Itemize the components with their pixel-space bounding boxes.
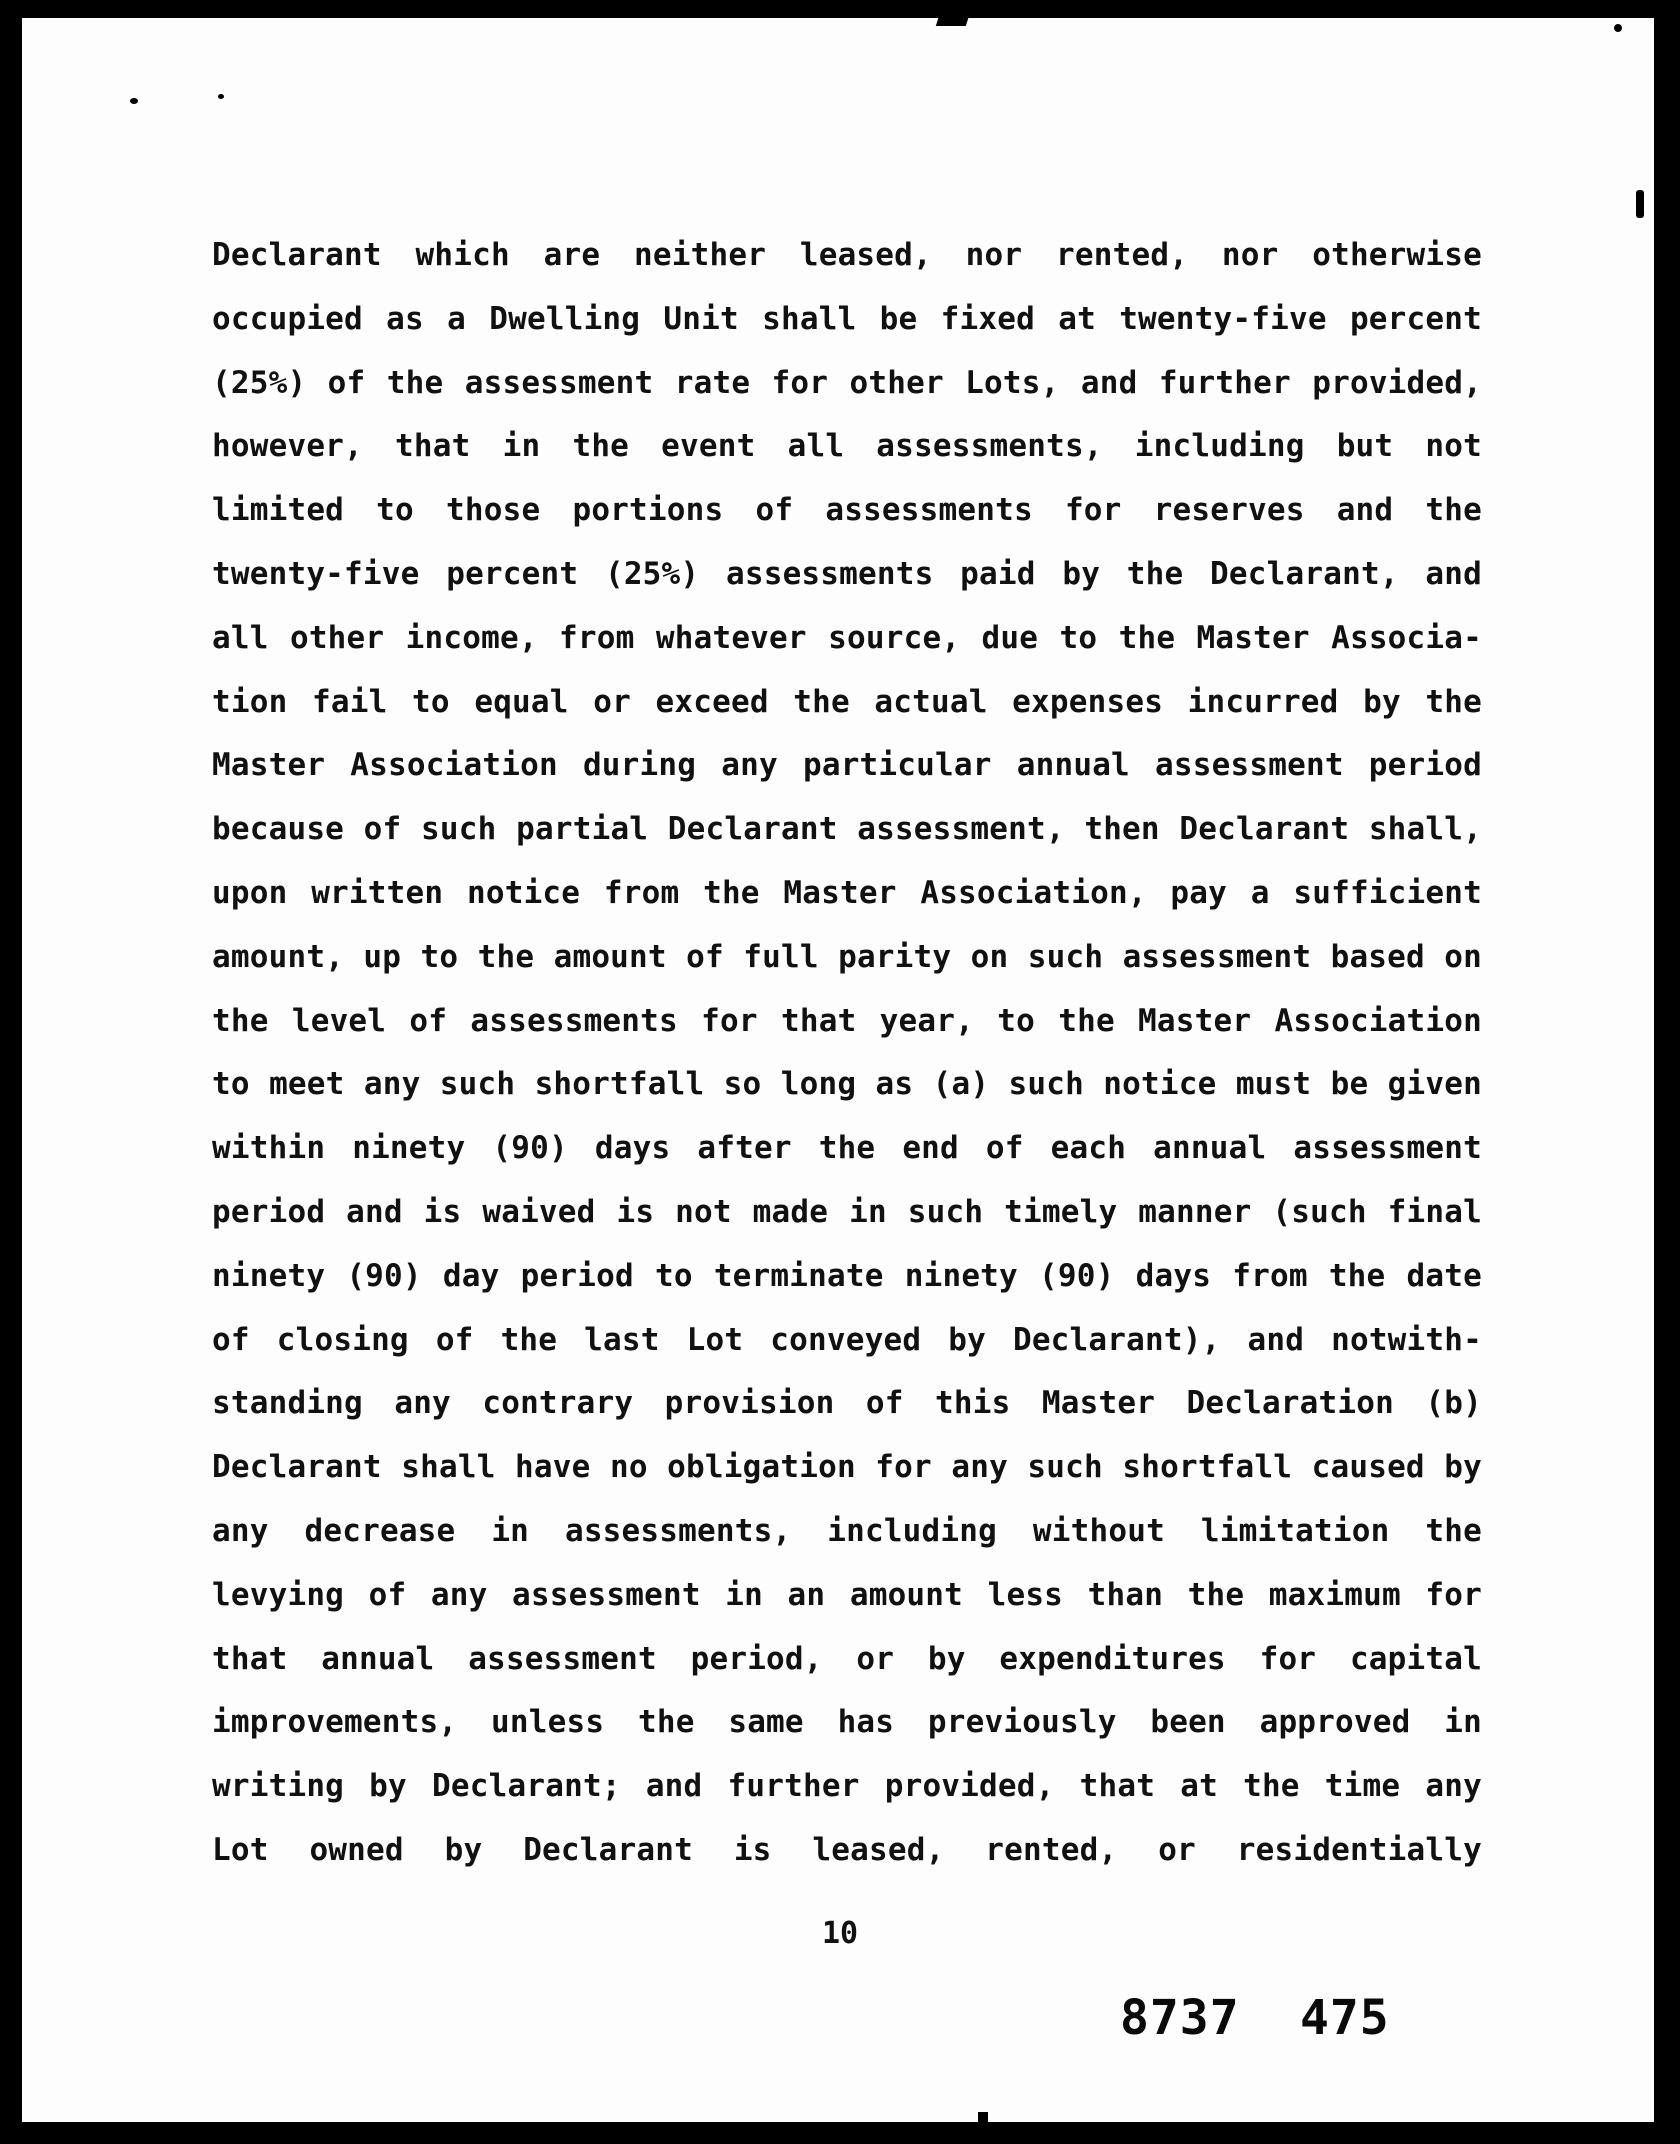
text-line: tion fail to equal or exceed the actual expenses incurred by the — [212, 683, 1482, 720]
text-line: improvements, unless the same has previously been approved in — [212, 1704, 1482, 1741]
recording-page-number: 475 — [1300, 1990, 1390, 2046]
text-line: because of such partial Declarant assessment, then Declarant shall, — [212, 811, 1482, 848]
text-line: all other income, from whatever source, due to the Master Associa- — [212, 619, 1482, 656]
scan-speck — [1614, 24, 1622, 32]
text-line: Declarant shall have no obligation for any such shortfall caused by — [212, 1449, 1482, 1486]
scan-speck — [1636, 190, 1644, 218]
text-line: twenty-five percent (25%) assessments paid by the Declarant, and — [212, 555, 1482, 592]
text-line: occupied as a Dwelling Unit shall be fixed at twenty-five percent — [212, 300, 1482, 337]
text-line: to meet any such shortfall so long as (a) such notice must be given — [212, 1066, 1482, 1103]
scan-speck — [218, 94, 224, 99]
text-line: writing by Declarant; and further provided, that at the time any — [212, 1768, 1482, 1805]
text-line: of closing of the last Lot conveyed by Declarant), and notwith- — [212, 1321, 1482, 1358]
text-line: the level of assessments for that year, to the Master Association — [212, 1002, 1482, 1039]
text-line: within ninety (90) days after the end of each annual assessment — [212, 1130, 1482, 1167]
text-line: (25%) of the assessment rate for other Lots, and further provided, — [212, 364, 1482, 401]
text-line: Declarant which are neither leased, nor rented, nor otherwise — [212, 237, 1482, 273]
recording-book-number: 8737 — [1120, 1990, 1240, 2046]
text-line: standing any contrary provision of this Master Declaration (b) — [212, 1385, 1482, 1422]
text-line: however, that in the event all assessments, including but not — [212, 428, 1482, 465]
text-line: amount, up to the amount of full parity on such assessment based on — [212, 938, 1482, 975]
text-line: Lot owned by Declarant is leased, rented, or residentially — [212, 1831, 1482, 1868]
text-line: limited to those portions of assessments for reserves and the — [212, 492, 1482, 529]
text-line: that annual assessment period, or by expenditures for capital — [212, 1640, 1482, 1677]
text-line: Master Association during any particular annual assessment period — [212, 747, 1482, 784]
scan-speck — [130, 98, 138, 104]
body-text — [212, 224, 1482, 1883]
scan-edge-mark-bottom — [978, 2112, 988, 2144]
text-line: upon written notice from the Master Association, pay a sufficient — [212, 874, 1482, 911]
page-number: 10 — [821, 1916, 859, 1951]
text-line: levying of any assessment in an amount less than the maximum for — [212, 1576, 1482, 1613]
text-line: any decrease in assessments, including without limitation the — [212, 1512, 1482, 1549]
text-line: period and is waived is not made in such timely manner (such final — [212, 1193, 1482, 1230]
text-line: ninety (90) day period to terminate ninety (90) days from the date — [212, 1257, 1482, 1294]
recording-reference — [1120, 1990, 1440, 2046]
